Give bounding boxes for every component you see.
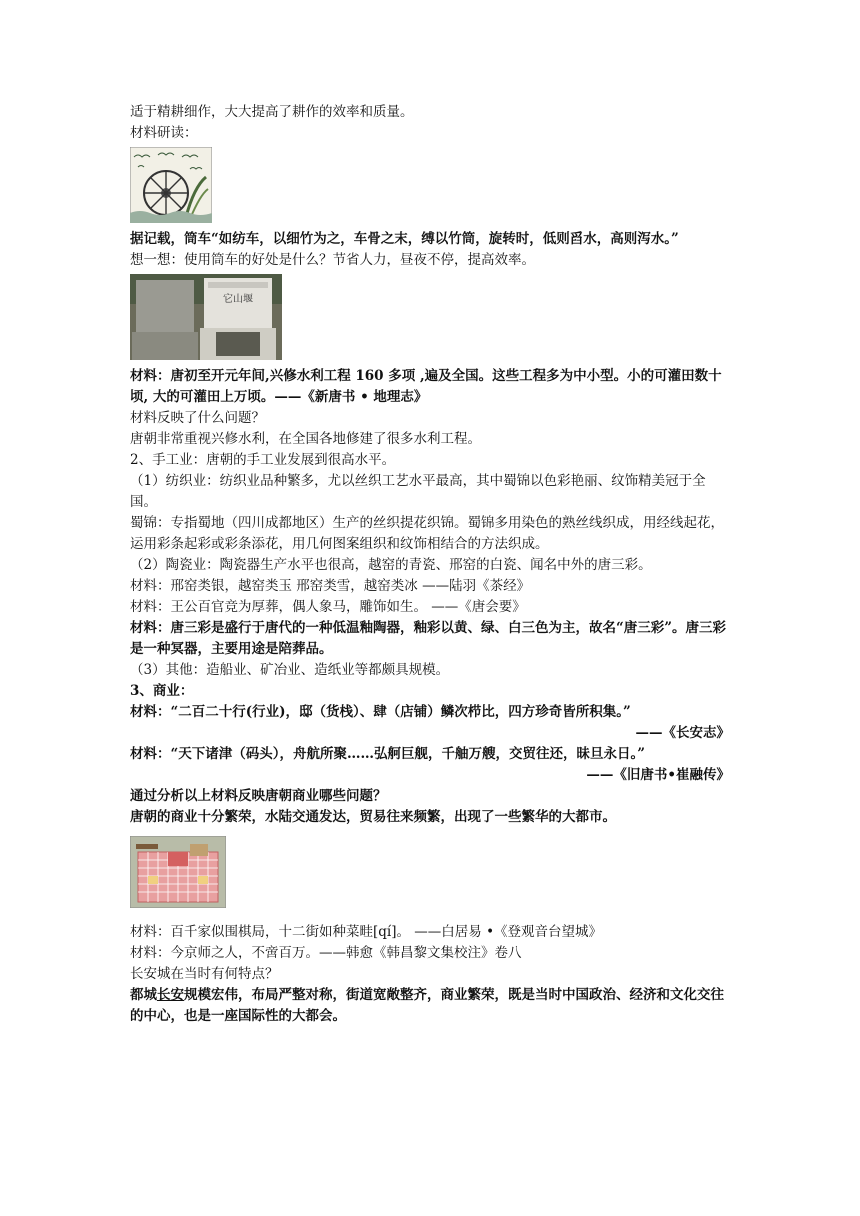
question-changan: 长安城在当时有何特点？ [130,966,279,982]
material-tongche: 据记载，筒车“如纺车，以细竹为之，车骨之末，缚以竹筒，旋转时，低则舀水，高则泻水。” [130,231,679,247]
ceramics-line: （2）陶瓷业：陶瓷器生产水平也很高，越窑的青瓷、邢窑的白瓷、闻名中外的唐三彩。 [130,557,652,573]
stele-photograph [130,274,282,360]
section-heading-commerce: 3、商业： [130,683,194,699]
question-line: 材料反映了什么问题？ [130,410,265,426]
answer-changan-prefix: 都城 [130,987,157,1003]
material-tangsancai: 材料：唐三彩是盛行于唐代的一种低温釉陶器，釉彩以黄、绿、白三色为主，故名“唐三彩”。唐三彩是一种冥器，主要用途是陪葬品。 [130,620,727,657]
answer-line: 唐朝非常重视兴修水利，在全国各地修建了很多水利工程。 [130,431,481,447]
answer-changan [130,985,730,1027]
source-cuirong: ——《旧唐书•崔融传》 [586,767,730,783]
section-heading-handicraft: 2、手工业：唐朝的手工业发展到很高水平。 [130,452,396,468]
material-tanghuiyao: 材料：王公百官竞为厚葬，偶人象马，雕饰如生。 ——《唐会要》 [130,599,526,615]
tongche-figure [130,147,730,223]
material-hanyu: 材料：今京师之人，不啻百万。——韩愈《韩昌黎文集校注》卷八 [130,945,522,961]
question-commerce: 通过分析以上材料反映唐朝商业哪些问题？ [130,788,387,804]
answer-commerce: 唐朝的商业十分繁荣，水陆交通发达，贸易往来频繁，出现了一些繁华的大都市。 [130,809,616,825]
material-cuirong: 材料：“天下诸津（码头），舟航所聚……弘舸巨舰，千舳万艘，交贸往还，昧旦永日。” [130,746,646,762]
stele-caption: 它山堰 [223,294,253,305]
material-chajing: 材料：邢窑类银，越窑类玉 邢窑类雪，越窑类冰 ——陆羽《茶经》 [130,578,531,594]
stele-figure [130,274,730,360]
material-changanzhi: 材料：“二百二十行(行业)，邸（货栈）、肆（店铺）鳞次栉比，四方珍奇皆所积集。” [130,704,631,720]
text-line: 想一想：使用筒车的好处是什么？节省人力，昼夜不停，提高效率。 [130,252,535,268]
material-water-projects: 材料：唐初至开元年间,兴修水利工程 160 多项 ,遍及全国。这些工程多为中小型。小的可灌田数十顷, 大的可灌田上万顷。——《新唐书 • 地理志》 [130,368,722,405]
material-baijuyi: 材料：百千家似围棋局，十二街如种菜畦[qí]。 ——白居易 •《登观音台望城》 [130,924,603,940]
changan-map-figure [130,836,730,908]
text-line: 适于精耕细作，大大提高了耕作的效率和质量。 [130,104,414,120]
answer-changan-rest: 规模宏伟，布局严整对称，街道宽敞整齐，商业繁荣，既是当时中国政治、经济和文化交往的中心，也是一座国际性的大都会。 [130,987,724,1024]
document-page [130,102,730,1027]
waterwheel-illustration [130,147,212,223]
section-label: 材料研读： [130,125,198,141]
changan-city-map [130,836,226,908]
shujin-paragraph: 蜀锦：专指蜀地（四川成都地区）生产的丝织提花织锦。蜀锦多用染色的熟丝线织成，用经线起花，运用彩条起彩或彩条添花，用几何图案组织和纹饰相结合的方法织成。 [130,515,724,552]
source-changanzhi: ——《长安志》 [635,725,730,741]
changan-link-text: 长安 [157,987,184,1003]
textile-paragraph: （1）纺织业：纺织业品种繁多，尤以丝织工艺水平最高，其中蜀锦以色彩艳丽、纹饰精美冠于全国。 [130,473,706,510]
other-industries-line: （3）其他：造船业、矿冶业、造纸业等都颇具规模。 [130,662,450,678]
